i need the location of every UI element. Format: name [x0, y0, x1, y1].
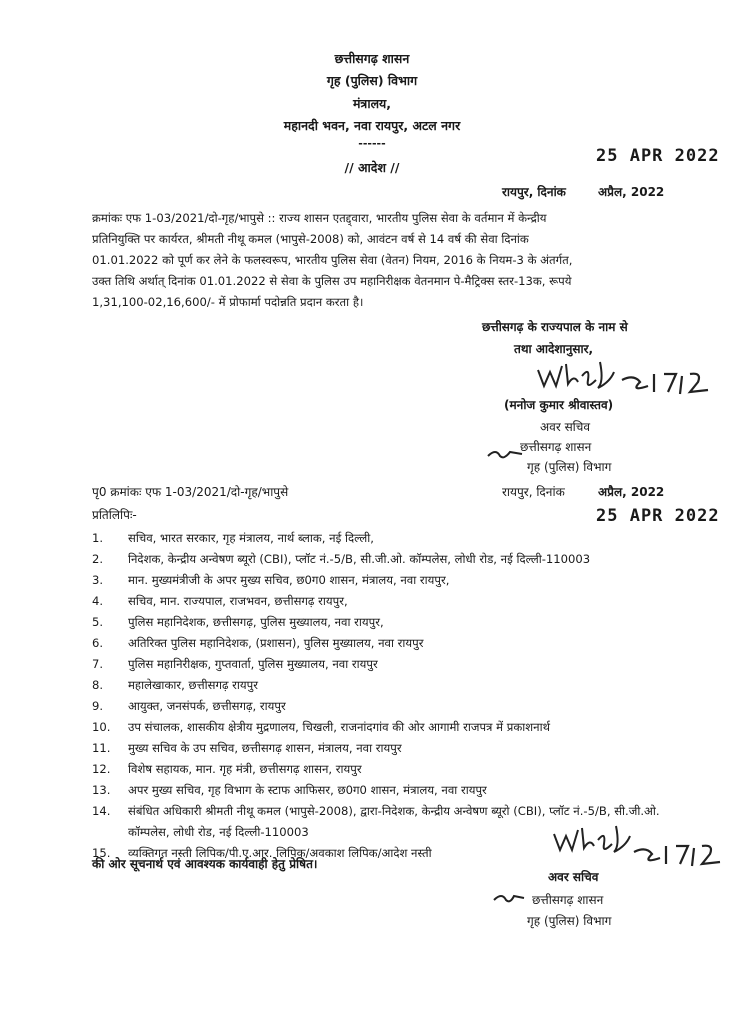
signatory-designation: अवर सचिव: [548, 870, 599, 884]
signatory-department: गृह (पुलिस) विभाग: [527, 460, 612, 474]
copy-list: [92, 528, 692, 864]
copy-to-label: प्रतिलिपिः-: [92, 508, 137, 522]
governor-order-line: छत्तीसगढ़ के राज्यपाल के नाम से: [482, 320, 628, 334]
header-divider: ------: [358, 137, 386, 150]
by-order-line: तथा आदेशानुसार,: [514, 342, 594, 356]
signatory-designation: अवर सचिव: [540, 420, 591, 434]
order-body: [92, 208, 690, 313]
signatory-name: (मनोज कुमार श्रीवास्तव): [504, 398, 614, 412]
header-address: महानदी भवन, नवा रायपुर, अटल नगर: [283, 118, 461, 133]
order-line: 01.01.2022 को पूर्ण कर लेने के फलस्वरूप, भारतीय पुलिस सेवा (वेतन) नियम, 2016 के नियम-3 के अंतर्गत,: [92, 253, 573, 267]
closing-line: की ओर सूचनार्थ एवं आवश्यक कार्यवाही हेतु प्रेषित।: [92, 857, 318, 871]
list-item: 3. मान. मुख्यमंत्रीजी के अपर मुख्य सचिव, छ0ग0 शासन, मंत्रालय, नवा रायपुर,: [92, 573, 450, 587]
endorsement-date: अप्रैल, 2022: [598, 485, 665, 499]
list-item: 11. मुख्य सचिव के उप सचिव, छत्तीसगढ़ शासन, मंत्रालय, नवा रायपुर: [92, 741, 402, 755]
initials-mark: [486, 446, 526, 462]
header-department: गृह (पुलिस) विभाग: [326, 73, 418, 88]
place-date-value: अप्रैल, 2022: [598, 185, 665, 199]
list-item: 4. सचिव, मान. राज्यपाल, राजभवन, छत्तीसगढ़ रायपुर,: [92, 594, 348, 608]
list-item: 8. महालेखाकार, छत्तीसगढ़ रायपुर: [92, 678, 258, 692]
list-item: 15. व्यक्तिगत नस्ती लिपिक/पी.ए.आर. लिपिक/अवकाश लिपिक/आदेश नस्ती: [92, 846, 432, 860]
initials-mark: [492, 890, 528, 906]
list-item: 10. उप संचालक, शासकीय क्षेत्रीय मुद्रणालय, चिखली, राजनांदगांव की ओर आगामी राजपत्र में प्रकाशनार्थ: [92, 720, 550, 734]
endorsement-place: रायपुर, दिनांक: [502, 485, 565, 499]
list-item: 14. संबंधित अधिकारी श्रीमती नीथू कमल (भापुसे-2008), द्वारा-निदेशक, केन्द्रीय अन्वेषण ब्यूरो (CBI), प्लॉट नं.-5/B, सी.जी.ओ. कॉम्पलेस, लोधी रोड, नई दिल्ली-110003: [92, 804, 660, 839]
date-stamp: 25 APR 2022: [596, 506, 720, 526]
order-line: क्रमांकः एफ 1-03/2021/दो-गृह/भापुसे :: राज्य शासन एतद्द्वारा, भारतीय पुलिस सेवा के वर्तमान में केन्द्रीय: [92, 211, 547, 225]
list-item: 7. पुलिस महानिरीक्षक, गुप्तवार्ता, पुलिस मुख्यालय, नवा रायपुर: [92, 657, 378, 671]
list-item: 12. विशेष सहायक, मान. गृह मंत्री, छत्तीसगढ़ शासन, रायपुर: [92, 762, 362, 776]
list-item: 1. सचिव, भारत सरकार, गृह मंत्रालय, नार्थ ब्लाक, नई दिल्ली,: [92, 531, 374, 545]
order-title: // आदेश //: [344, 160, 400, 175]
order-line: प्रतिनियुक्ति पर कार्यरत, श्रीमती नीथू कमल (भापुसे-2008) को, आवंटन वर्ष से 14 वर्ष की सेवा दिनांक: [92, 232, 529, 246]
list-item: 5. पुलिस महानिदेशक, छत्तीसगढ़, पुलिस मुख्यालय, नवा रायपुर,: [92, 615, 384, 629]
endorsement-ref: पृ0 क्रमांकः एफ 1-03/2021/दो-गृह/भापुसे: [92, 485, 289, 499]
order-line: उक्त तिथि अर्थात् दिनांक 01.01.2022 से सेवा के पुलिस उप महानिरीक्षक वेतनमान पे-मैट्रिक्स स्तर-13क, रूपये: [92, 274, 572, 288]
signatory-department: गृह (पुलिस) विभाग: [527, 914, 612, 928]
signatory-govt: छत्तीसगढ़ शासन: [532, 893, 604, 907]
header-ministry: मंत्रालय,: [352, 96, 392, 111]
list-item: 6. अतिरिक्त पुलिस महानिदेशक, (प्रशासन), पुलिस मुख्यालय, नवा रायपुर: [92, 636, 424, 650]
list-item: 9. आयुक्त, जनसंपर्क, छत्तीसगढ़, रायपुर: [92, 699, 286, 713]
place-date-label: रायपुर, दिनांक: [502, 185, 566, 199]
header-govt: छत्तीसगढ़ शासन: [334, 51, 410, 66]
list-item: 13. अपर मुख्य सचिव, गृह विभाग के स्टाफ आफिसर, छ0ग0 शासन, मंत्रालय, नवा रायपुर: [92, 783, 487, 797]
date-stamp: 25 APR 2022: [596, 146, 720, 166]
order-line: 1,31,100-02,16,600/- में प्रोफार्मा पदोन्नति प्रदान करता है।: [92, 295, 364, 309]
signatory-govt: छत्तीसगढ़ शासन: [520, 440, 592, 454]
list-item: 2. निदेशक, केन्द्रीय अन्वेषण ब्यूरो (CBI), प्लॉट नं.-5/B, सी.जी.ओ. कॉम्पलेस, लोधी रोड, नई दिल्ली-110003: [92, 552, 591, 566]
